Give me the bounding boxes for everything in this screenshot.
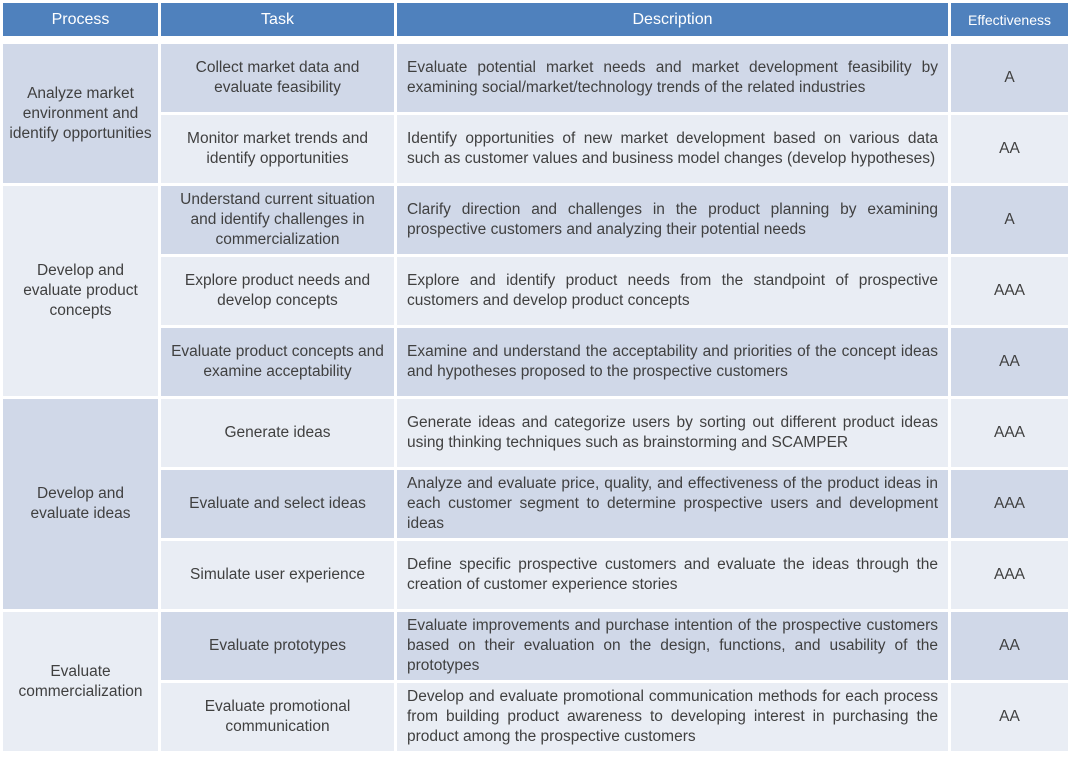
task-cell: Evaluate and select ideas — [161, 470, 394, 538]
description-cell: Explore and identify product needs from the standpoint of prospective customers and develop product concepts — [397, 257, 948, 325]
description-cell: Define specific prospective customers and evaluate the ideas through the creation of customer experience stories — [397, 541, 948, 609]
task-cell: Explore product needs and develop concepts — [161, 257, 394, 325]
description-cell: Develop and evaluate promotional communication methods for each process from building product awareness to developing interest in purchasing the product among the prospective customers — [397, 683, 948, 751]
description-cell: Identify opportunities of new market development based on various data such as customer values and business model changes (develop hypotheses) — [397, 115, 948, 183]
process-cell: Evaluate commercialization — [3, 612, 158, 751]
header-task: Task — [161, 3, 394, 36]
effectiveness-cell: AA — [951, 683, 1068, 751]
table-row — [3, 257, 1068, 325]
effectiveness-cell: AAA — [951, 470, 1068, 538]
table-row — [3, 541, 1068, 609]
description-cell: Examine and understand the acceptability and priorities of the concept ideas and hypotheses proposed to the prospective customers — [397, 328, 948, 396]
process-cell: Develop and evaluate ideas — [3, 399, 158, 609]
task-cell: Evaluate promotional communication — [161, 683, 394, 751]
header-description: Description — [397, 3, 948, 36]
effectiveness-cell: AA — [951, 328, 1068, 396]
task-cell: Generate ideas — [161, 399, 394, 467]
table-row — [3, 683, 1068, 751]
effectiveness-cell: AA — [951, 115, 1068, 183]
table-row — [3, 186, 1068, 254]
table-row — [3, 399, 1068, 467]
table-row — [3, 470, 1068, 538]
table-row — [3, 44, 1068, 112]
description-cell: Evaluate potential market needs and market development feasibility by examining social/market/technology trends of the related industries — [397, 44, 948, 112]
description-cell: Generate ideas and categorize users by sorting out different product ideas using thinking techniques such as brainstorming and SCAMPER — [397, 399, 948, 467]
table-row — [3, 612, 1068, 680]
header-process: Process — [3, 3, 158, 36]
task-cell: Evaluate product concepts and examine acceptability — [161, 328, 394, 396]
effectiveness-cell: A — [951, 186, 1068, 254]
task-cell: Collect market data and evaluate feasibility — [161, 44, 394, 112]
header-row — [3, 3, 1068, 36]
task-cell: Understand current situation and identify challenges in commercialization — [161, 186, 394, 254]
task-cell: Simulate user experience — [161, 541, 394, 609]
description-cell: Evaluate improvements and purchase intention of the prospective customers based on their evaluation on the design, functions, and usability of the prototypes — [397, 612, 948, 680]
description-cell: Analyze and evaluate price, quality, and effectiveness of the product ideas in each customer segment to determine prospective users and development ideas — [397, 470, 948, 538]
effectiveness-cell: A — [951, 44, 1068, 112]
process-cell: Analyze market environment and identify opportunities — [3, 44, 158, 183]
table-row — [3, 328, 1068, 396]
effectiveness-cell: AAA — [951, 399, 1068, 467]
header-effectiveness: Effectiveness — [951, 3, 1068, 36]
effectiveness-cell: AA — [951, 612, 1068, 680]
effectiveness-cell: AAA — [951, 257, 1068, 325]
task-cell: Evaluate prototypes — [161, 612, 394, 680]
process-cell: Develop and evaluate product concepts — [3, 186, 158, 396]
table-row — [3, 115, 1068, 183]
effectiveness-cell: AAA — [951, 541, 1068, 609]
description-cell: Clarify direction and challenges in the product planning by examining prospective customers and analyzing their potential needs — [397, 186, 948, 254]
task-cell: Monitor market trends and identify opportunities — [161, 115, 394, 183]
